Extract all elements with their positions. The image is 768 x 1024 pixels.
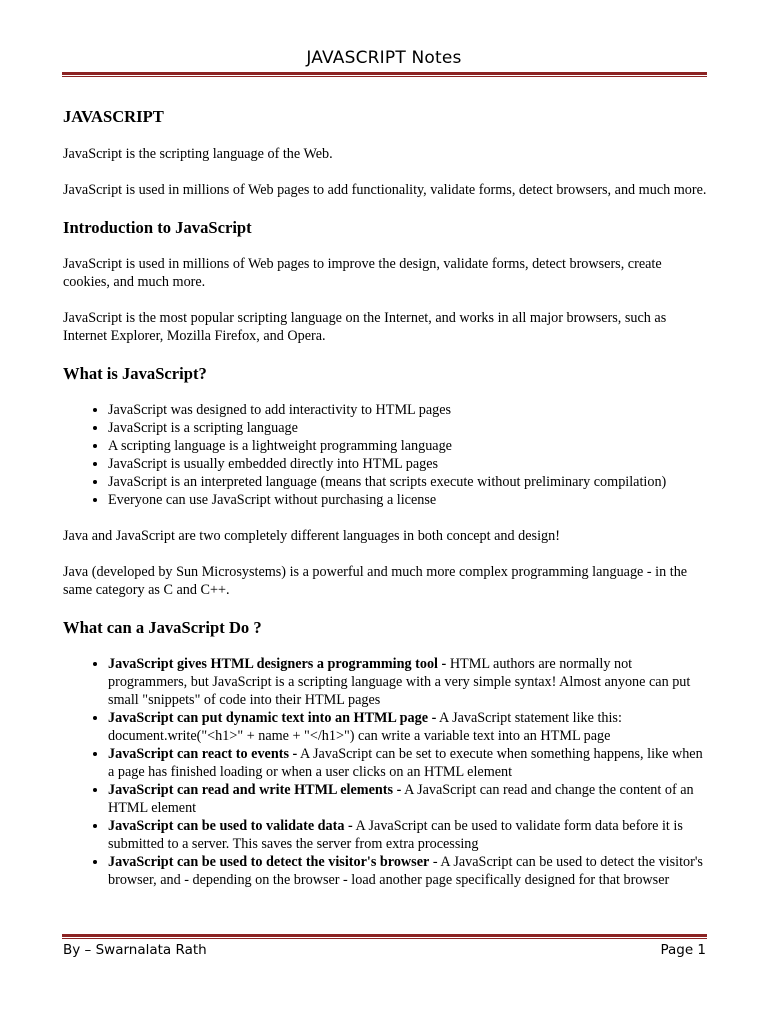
list-item: • JavaScript is a scripting language [108,419,708,437]
list-item-text: A JavaScript can be used to validate form data before it is submitted to a server. This saves the server from extra processing [108,818,683,852]
list-item-text: - A JavaScript can be used to detect the visitor's browser, and - depending on the browser - load another page specifically designed for that browser [108,854,703,888]
introduction-paragraph: JavaScript is the most popular scripting language on the Internet, and works in all major browsers, such as Internet Explorer, Mozilla Firefox, and Opera. [63,310,667,344]
can-do-bullet-list [63,655,708,889]
list-item-bold-lead: JavaScript can react to events - [108,746,298,762]
what-is-bullet-list [63,401,708,509]
section-heading-what-is: What is JavaScript? [63,364,207,383]
page-header-title: JAVASCRIPT Notes [306,48,462,68]
section-heading-can-do: What can a JavaScript Do ? [63,618,262,637]
page-footer [63,942,706,958]
intro-paragraph: JavaScript is used in millions of Web pages to add functionality, validate forms, detect browsers, and much more. [63,182,707,198]
introduction-paragraph: JavaScript is used in millions of Web pages to improve the design, validate forms, detect browsers, create cookies, and much more. [63,256,662,290]
list-item [108,817,708,853]
list-item: • JavaScript was designed to add interactivity to HTML pages [108,401,708,419]
intro-paragraph: JavaScript is the scripting language of the Web. [63,146,333,162]
footer-author: By – Swarnalata Rath [63,942,207,958]
list-item-text: A JavaScript can be set to execute when something happens, like when a page has finished loading or when a user clicks on an HTML element [108,746,703,780]
list-item [108,709,708,745]
list-item: • JavaScript is an interpreted language (means that scripts execute without preliminary compilation) [108,473,708,491]
list-item [108,853,708,889]
what-is-paragraph: Java and JavaScript are two completely different languages in both concept and design! [63,528,560,544]
list-item-bold-lead: JavaScript gives HTML designers a programming tool - [108,656,447,672]
list-item-bold-lead: JavaScript can be used to detect the visitor's browser [108,854,430,870]
list-item-bold-lead: JavaScript can be used to validate data - [108,818,353,834]
header-rule [62,72,707,77]
footer-page-number: Page 1 [660,942,706,958]
list-item-text: HTML authors are normally not programmers, but JavaScript is a scripting language with a very simple syntax! Almost anyone can put small "snippets" of code into their HTML pages [108,656,691,708]
list-item [108,745,708,781]
list-item-bold-lead: JavaScript can put dynamic text into an HTML page - [108,710,437,726]
list-item: • Everyone can use JavaScript without purchasing a license [108,491,708,509]
list-item: • A scripting language is a lightweight programming language [108,437,708,455]
list-item: • JavaScript is usually embedded directly into HTML pages [108,455,708,473]
list-item-bold-lead: JavaScript can read and write HTML elements - [108,782,402,798]
list-item [108,655,708,709]
list-item [108,781,708,817]
document-title: JAVASCRIPT [63,107,164,126]
footer-rule [62,934,707,939]
section-heading-introduction: Introduction to JavaScript [63,218,252,237]
what-is-paragraph: Java (developed by Sun Microsystems) is a powerful and much more complex programming language - in the same category as C and C++. [63,564,688,598]
list-item-text: A JavaScript statement like this: document.write("<h1>" + name + "</h1>") can write a variable text into an HTML page [108,710,622,744]
document-body [63,106,708,907]
list-item-text: A JavaScript can read and change the content of an HTML element [108,782,694,816]
